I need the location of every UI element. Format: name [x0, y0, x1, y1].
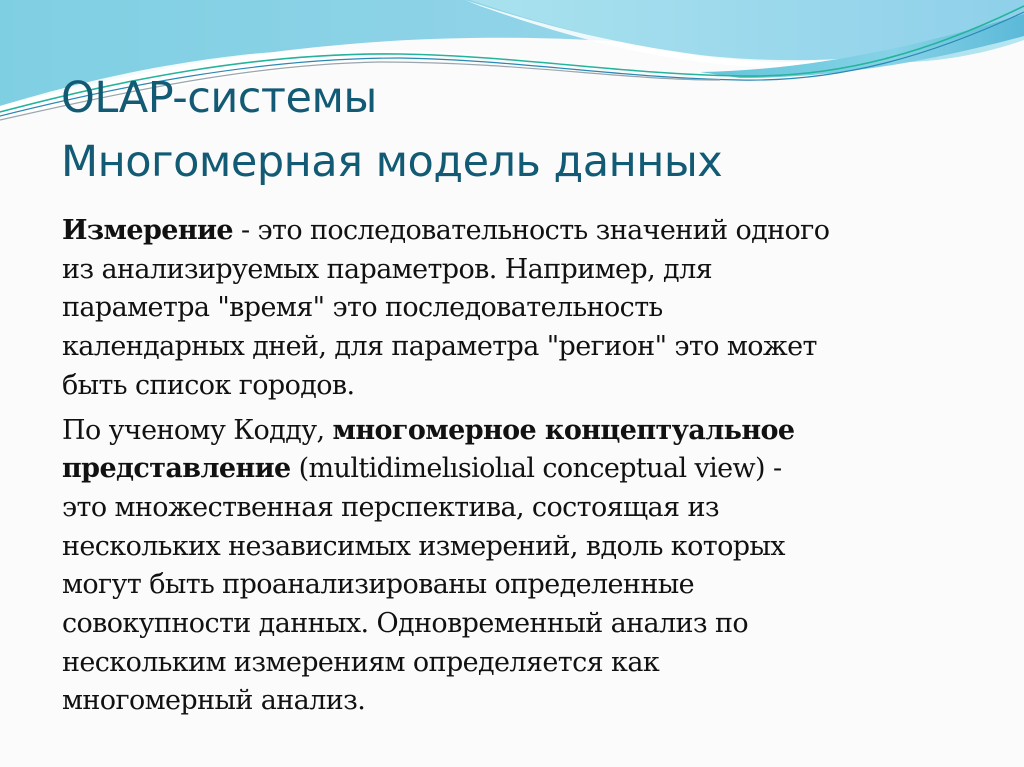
text-line: быть список городов. [62, 369, 355, 401]
text-line: нескольким измерениям определяется как [62, 646, 660, 678]
text-line: представление (multidimelısiolıal conceptual view) - [62, 453, 782, 485]
text-line: многомерный анализ. [62, 685, 366, 717]
text-line: из анализируемых параметров. Например, для [62, 253, 713, 285]
paragraph-dimension-definition [62, 212, 962, 406]
text-line: нескольких независимых измерений, вдоль которых [62, 530, 785, 562]
term-dimension: Измерение [62, 215, 233, 246]
title-line-1: OLAP-системы [61, 73, 377, 123]
text-line: это множественная перспектива, состоящая из [62, 491, 719, 523]
text-line: совокупности данных. Одновременный анализ по [62, 608, 749, 640]
term-multidimensional-view: многомерное концептуальное [332, 414, 795, 446]
slide-body [62, 212, 962, 727]
title-line-2: Многомерная модель данных [61, 137, 723, 187]
paragraph-codd-definition [62, 412, 962, 722]
slide-title [61, 66, 722, 194]
text-line: календарных дней, для параметра "регион" это может [62, 331, 817, 363]
term-representation: представление [62, 453, 291, 485]
text-line: Измерение - это последовательность значений одного [62, 215, 830, 246]
text-line: могут быть проанализированы определенные [62, 569, 694, 601]
text-line: параметра "время" это последовательность [62, 292, 663, 324]
text-line: По ученому Кодду, многомерное концептуальное [62, 414, 795, 446]
